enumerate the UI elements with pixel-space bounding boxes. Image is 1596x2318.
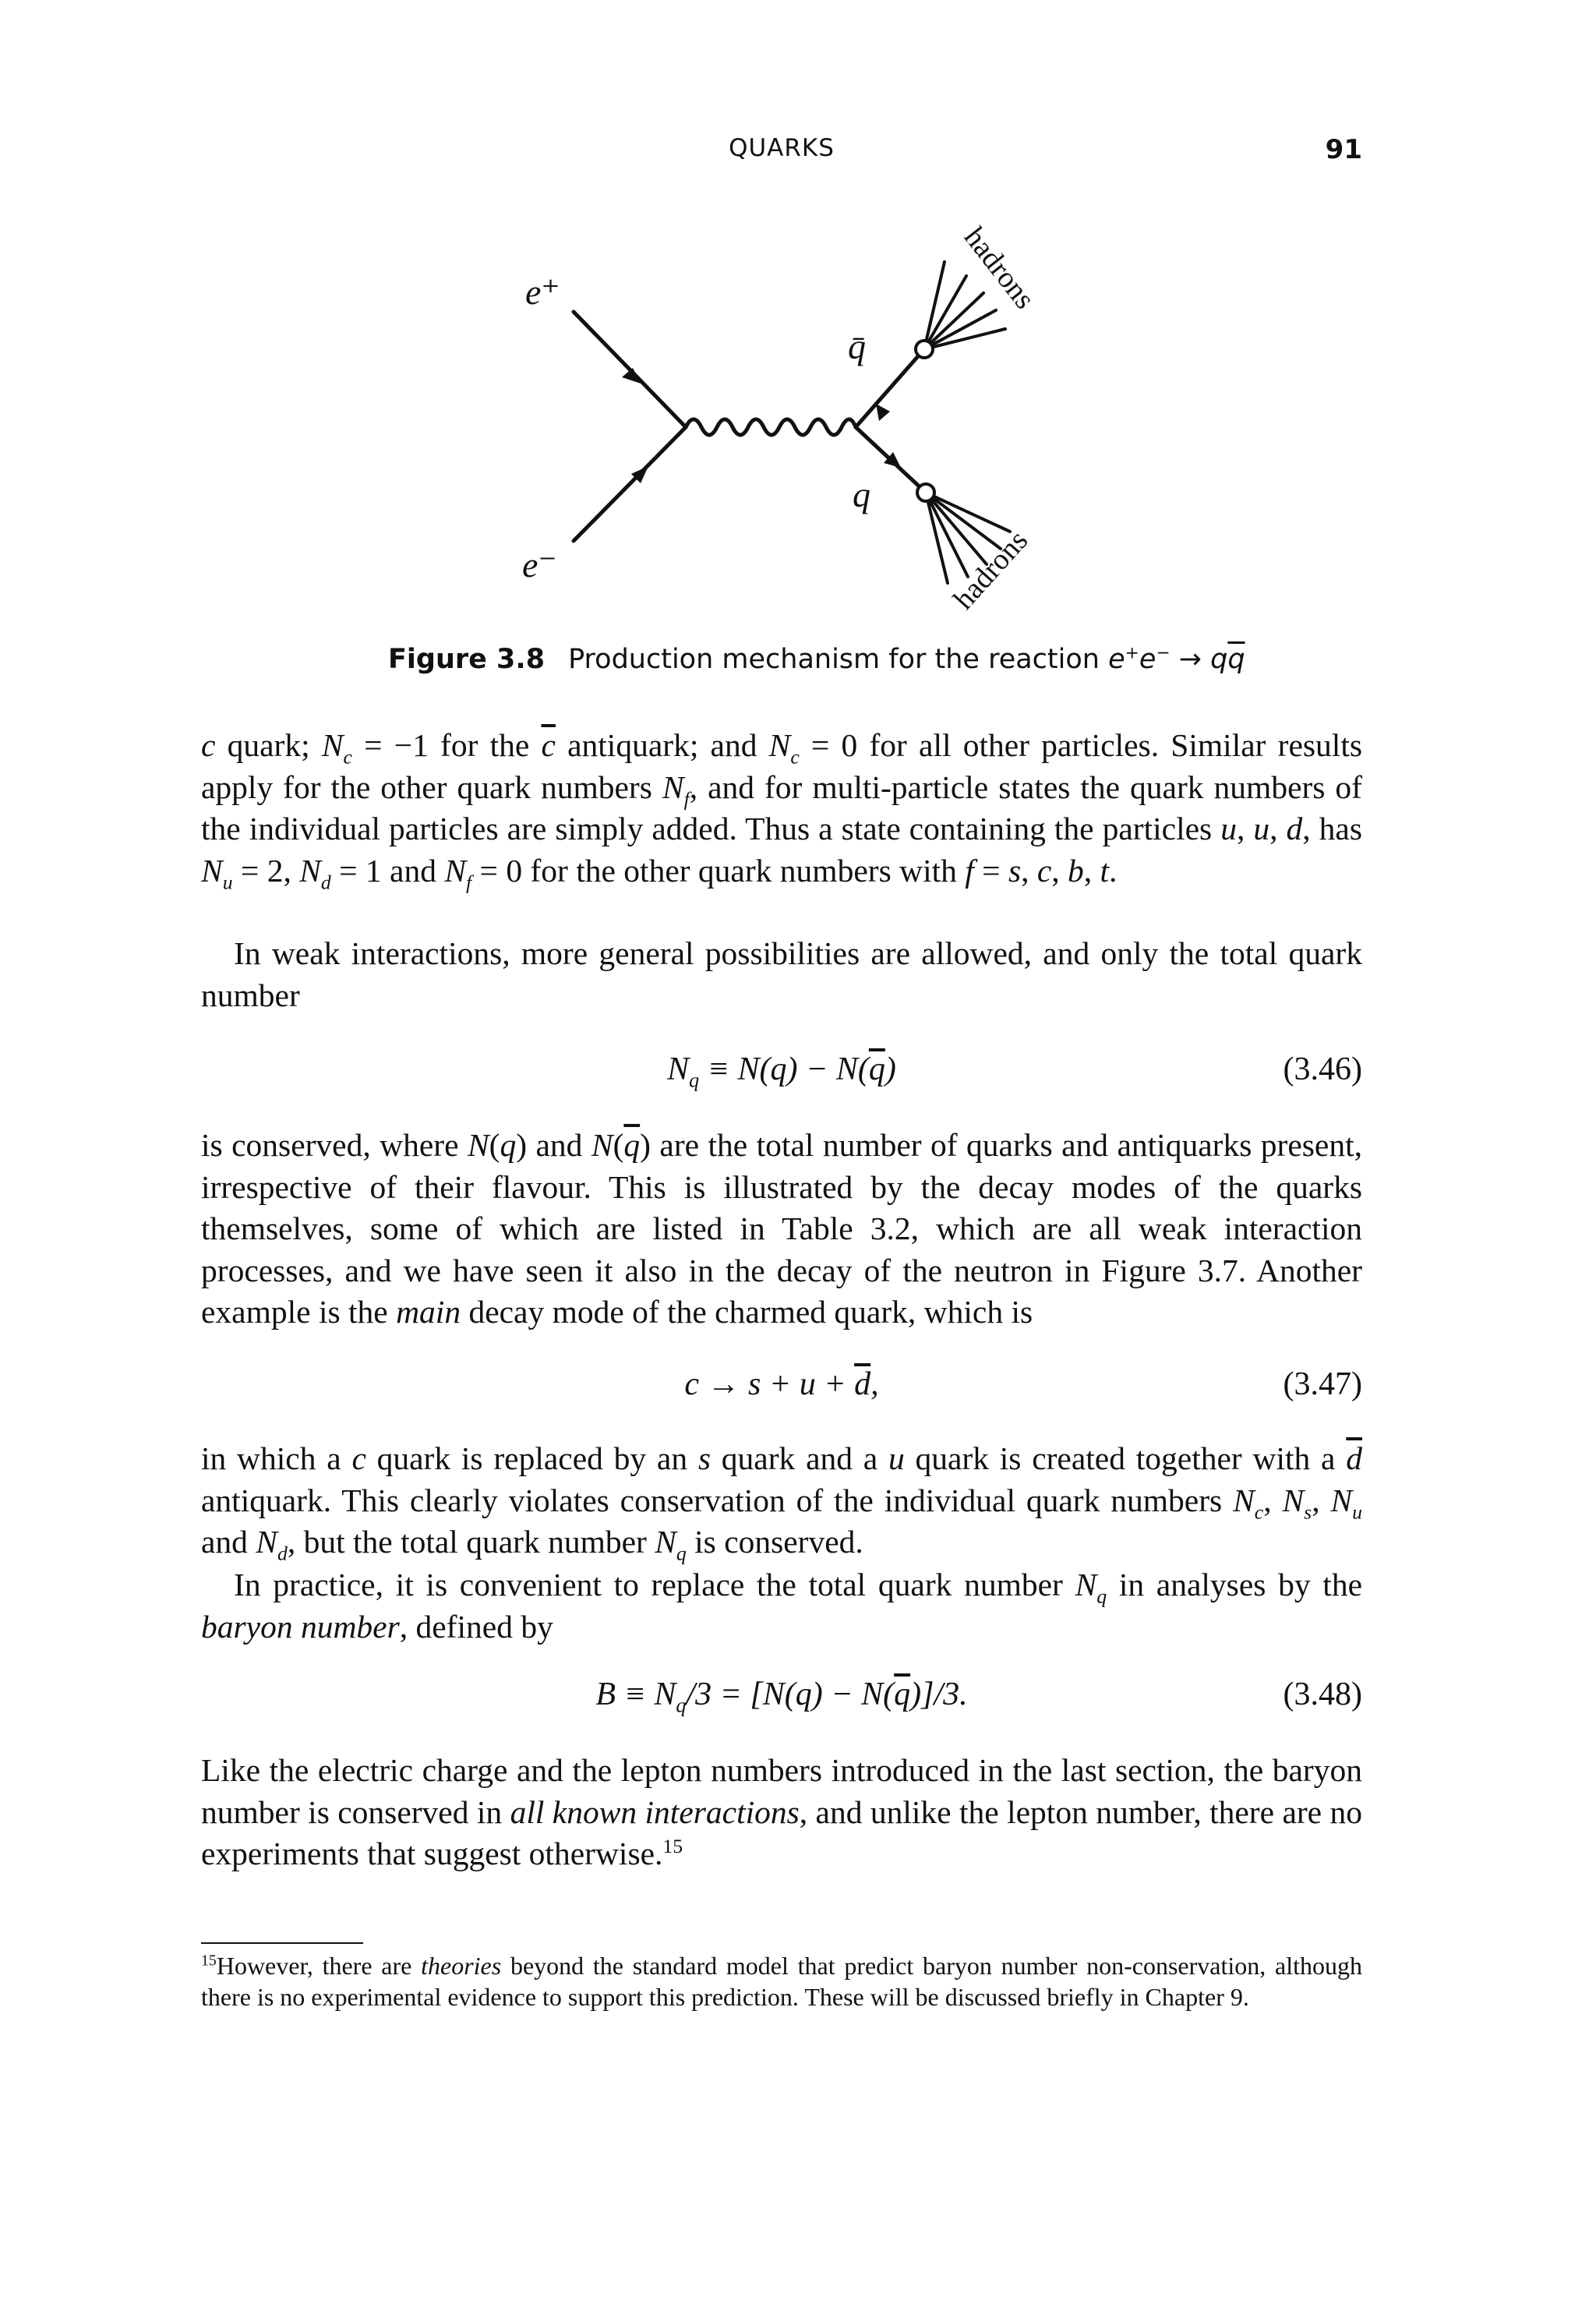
q-label: q <box>853 475 870 514</box>
feynman-diagram-svg <box>468 210 1091 631</box>
qbar-arrow <box>876 404 890 421</box>
figure-caption-text: Production mechanism for the reaction $e^+e^- \to q\overline{q}$ <box>568 643 1245 675</box>
hadron-vertex-bottom <box>917 484 934 501</box>
figure-caption <box>388 644 1245 675</box>
equation-3-46-number: (3.46) <box>1283 1051 1362 1087</box>
e-minus-label: e⁻ <box>522 545 557 585</box>
paragraph-4: in which a c quark is replaced by an s quark and a u quark is created together with a $\overline{d}$ antiquark. This clearly violates conservation of the individual quark numbers $N_c$, $N_s$, $N_u$ and $N_d$, but the total quark number $N_q$ is conserved. <box>201 1440 1363 1565</box>
figure-number: Figure 3.8 <box>388 644 546 675</box>
equation-3-46 <box>201 1051 1362 1093</box>
e-plus-line <box>574 312 686 427</box>
e-plus-label: e⁺ <box>525 272 560 312</box>
running-head <box>201 134 1362 173</box>
footnote-marker: 15 <box>201 1952 217 1970</box>
qbar-line <box>856 349 924 427</box>
photon-propagator <box>686 419 856 435</box>
qbar-label: q̄ <box>848 327 866 366</box>
feynman-diagram <box>468 210 1091 631</box>
paragraph-6: Like the electric charge and the lepton numbers introduced in the last section, the baryon number is conserved in all known interactions, and unlike the lepton number, there are no experiments that suggest otherwise.$^{15}$ <box>201 1752 1362 1871</box>
paragraph-5: In practice, it is convenient to replace the total quark number $N_q$ in analyses by the baryon number, defined by <box>201 1567 1363 1645</box>
equation-3-48 <box>201 1676 1362 1718</box>
e-minus-line <box>574 427 686 541</box>
equation-3-47-expr: $c \to s + u + \overline{d}$, <box>684 1366 879 1402</box>
paragraph-1: c quark; $N_c = -1$ for the $\overline{c}$ antiquark; and $N_c = 0$ for all other particles. Similar results apply for the other quark numbers $N_f$, and for multi-particle states the quark numbers of the individual particles are simply added. Thus a state containing the particles u, u, d, has $N_u = 2$, $N_d = 1$ and $N_f = 0$ for the other quark numbers with f = s, c, b, t. <box>201 727 1363 893</box>
footnote-ref: 15 <box>662 1835 683 1858</box>
equation-3-47-number: (3.47) <box>1283 1366 1362 1402</box>
equation-3-48-expr: $B \equiv N_q/3 = [N(q) - N(\overline{q})]/3$. <box>595 1677 968 1717</box>
footnote: $^{15}$However, there are theories beyond the standard model that predict baryon number non-conservation, although there is no experimental evidence to support this prediction. These will be discussed briefly in Chapter 9. <box>201 1952 1363 2011</box>
hadrons-label-top: hadrons <box>957 221 1042 316</box>
equation-3-46-expr: $N_q \equiv N(q) - N(\overline{q})$ <box>667 1051 896 1092</box>
equation-3-47 <box>201 1366 1362 1408</box>
footnote-rule <box>201 1942 363 1944</box>
hadron-vertex-top <box>916 341 933 358</box>
hadrons-label-bottom: hadrons <box>947 524 1035 617</box>
page-number: 91 <box>1325 134 1362 165</box>
equation-3-48-number: (3.48) <box>1283 1677 1362 1712</box>
paragraph-3: is conserved, where N(q) and $N(\overline{q})$ are the total number of quarks and antiquarks present, irrespective of their flavour. This is illustrated by the decay modes of the quarks themselves, some of which are listed in Table 3.2, which are all weak interaction processes, and we have seen it also in the decay of the neutron in Figure 3.7. Another example is the main decay mode of the charmed quark, which is <box>201 1127 1362 1330</box>
running-title: QUARKS <box>729 134 835 162</box>
paragraph-2: In weak interactions, more general possibilities are allowed, and only the total quark number <box>201 935 1362 1013</box>
